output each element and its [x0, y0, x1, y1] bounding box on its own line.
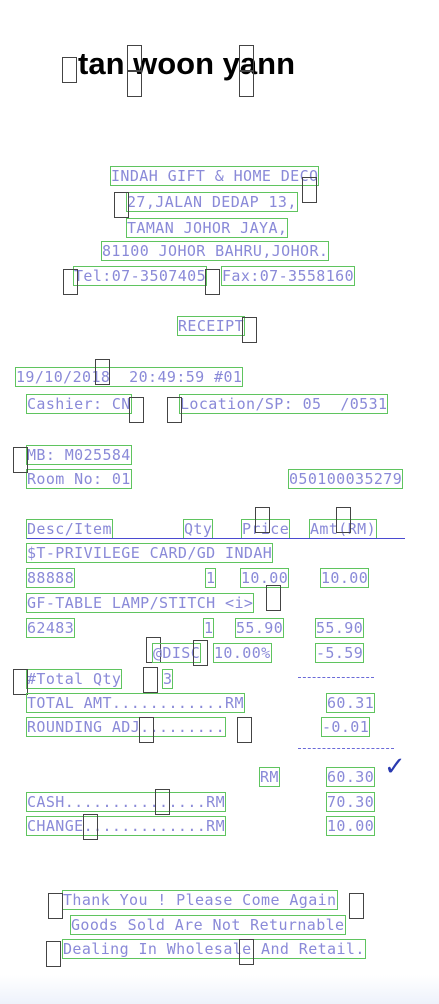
footer-line2: Goods Sold Are Not Returnable [71, 916, 345, 934]
item-price: 10.00 [241, 569, 289, 587]
annotation-box [47, 942, 60, 966]
discount-label: @DISC [153, 644, 201, 662]
column-amount: Amt(RM) [310, 520, 377, 538]
annotation-box [64, 270, 77, 294]
annotation-box [140, 718, 153, 742]
store-name: INDAH GIFT & HOME DECO [111, 167, 319, 185]
annotation-box [256, 508, 269, 532]
annotation-box [206, 270, 219, 294]
annotation-box [128, 46, 141, 70]
store-address-line1: 27,JALAN DEDAP 13, [127, 193, 297, 211]
total-amount-value: 60.31 [327, 694, 375, 712]
store-address-line2: TAMAN JOHOR JAYA, [127, 219, 288, 237]
column-price: Price [242, 520, 290, 538]
annotation-box [240, 72, 253, 96]
change-label: CHANGE.............RM [27, 817, 226, 835]
receipt-datetime: 19/10/2018 20:49:59 #01 [16, 368, 243, 386]
annotation-box [96, 360, 109, 384]
receipt-reference: 050100035279 [289, 470, 403, 488]
annotation-box [168, 398, 181, 422]
store-fax: Fax:07-3558160 [222, 267, 355, 285]
item-price: 55.90 [236, 619, 284, 637]
annotation-box [49, 894, 62, 918]
annotation-box [350, 894, 363, 918]
separator-line [298, 748, 394, 749]
checkmark-icon: ✓ [384, 752, 406, 782]
item-amount: 55.90 [316, 619, 364, 637]
store-address-line3: 81100 JOHOR BAHRU,JOHOR. [102, 242, 329, 260]
total-qty-value: 3 [163, 670, 173, 688]
annotation-box [337, 508, 350, 532]
annotation-box [240, 940, 253, 964]
footer-line3: Dealing In Wholesale And Retail. [63, 940, 365, 958]
receipt-title: RECEIPT [178, 317, 245, 335]
rounding-label: ROUNDING ADJ......... [27, 718, 226, 736]
discount-rate: 10.00% [214, 644, 271, 662]
cash-value: 70.30 [327, 793, 375, 811]
annotation-box [240, 46, 253, 70]
item-code: 88888 [27, 569, 75, 587]
rounding-value: -0.01 [322, 718, 370, 736]
change-value: 10.00 [327, 817, 375, 835]
location: Location/SP: 05 /0531 [180, 395, 388, 413]
cash-label: CASH...............RM [27, 793, 226, 811]
item-amount: 10.00 [321, 569, 369, 587]
annotation-box [243, 318, 256, 342]
annotation-box [128, 72, 141, 96]
annotation-box [156, 790, 169, 814]
item-qty: 1 [204, 619, 214, 637]
separator-line [298, 677, 374, 678]
item-name: $T-PRIVILEGE CARD/GD INDAH [27, 544, 273, 562]
room-number: Room No: 01 [27, 470, 131, 488]
annotation-box [144, 668, 157, 692]
discount-amount: -5.59 [316, 644, 364, 662]
annotator-name: tan woon yann [78, 46, 295, 81]
column-qty: Qty [184, 520, 213, 538]
header-underline [27, 538, 405, 539]
net-currency: RM [260, 768, 279, 786]
annotation-box [14, 448, 27, 472]
total-amount-label: TOTAL AMT............RM [27, 694, 244, 712]
annotation-box [115, 193, 128, 217]
mb-number: MB: M025584 [27, 446, 131, 464]
annotation-box [84, 815, 97, 839]
footer-line1: Thank You ! Please Come Again [63, 891, 337, 909]
store-tel: Tel:07-3507405 [74, 267, 207, 285]
total-qty-label: #Total Qty [27, 670, 122, 688]
annotation-box [303, 178, 316, 202]
item-qty: 1 [206, 569, 216, 587]
item-name: GF-TABLE LAMP/STITCH <i> [27, 594, 254, 612]
annotation-box [130, 398, 143, 422]
annotation-box [267, 586, 280, 610]
annotation-box [194, 641, 207, 665]
net-total-value: 60.30 [327, 768, 375, 786]
annotation-box [63, 58, 76, 82]
annotation-box [14, 670, 27, 694]
page-bottom-shadow [0, 975, 439, 1004]
annotation-box [238, 718, 251, 742]
item-code: 62483 [27, 619, 75, 637]
cashier: Cashier: CN [27, 395, 131, 413]
column-desc: Desc/Item [27, 520, 112, 538]
